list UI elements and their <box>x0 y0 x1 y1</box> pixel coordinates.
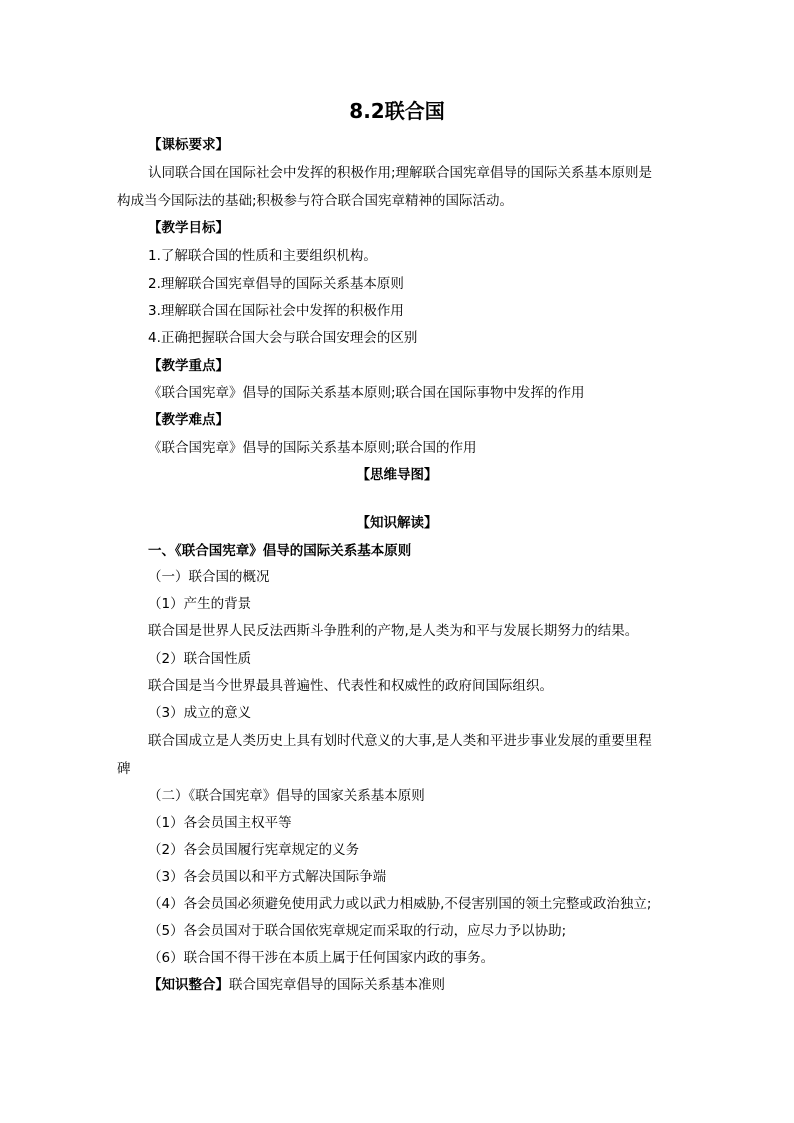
principle-item: （4）各会员国必须避免使用武力或以武力相威胁,不侵害别国的领土完整或政治独立; <box>148 896 652 912</box>
difficult-text: 《联合国宪章》倡导的国际关系基本原则;联合国的作用 <box>148 440 477 456</box>
sub1-1-heading: （1）产生的背景 <box>148 596 252 612</box>
integration-text: 联合国宪章倡导的国际关系基本准则 <box>229 977 445 993</box>
sub1-2-text: 联合国是当今世界最具普遍性、代表性和权威性的政府间国际组织。 <box>148 678 553 694</box>
goals-heading: 【教学目标】 <box>148 220 229 236</box>
principle-item: （2）各会员国履行宪章规定的义务 <box>148 842 360 858</box>
knowledge-heading: 【知识解读】 <box>356 515 438 531</box>
key-text: 《联合国宪章》倡导的国际关系基本原则;联合国在国际事物中发挥的作用 <box>148 385 585 401</box>
key-heading: 【教学重点】 <box>148 358 229 374</box>
goal-item: 3.理解联合国在国际社会中发挥的积极作用 <box>148 303 404 319</box>
integration-line <box>148 975 445 995</box>
principle-item: （6）联合国不得干涉在本质上属于任何国家内政的事务。 <box>148 950 495 966</box>
goal-item: 4.正确把握联合国大会与联合国安理会的区别 <box>148 330 418 346</box>
sub1-heading: （一）联合国的概况 <box>148 569 270 585</box>
page-title: 8.2联合国 <box>349 99 445 123</box>
principle-item: （1）各会员国主权平等 <box>148 815 292 831</box>
sub1-3-heading: （3）成立的意义 <box>148 705 252 721</box>
sub1-2-heading: （2）联合国性质 <box>148 651 252 667</box>
sub1-3-text-line2: 碑 <box>117 761 131 777</box>
sub1-1-text: 联合国是世界人民反法西斯斗争胜利的产物,是人类为和平与发展长期努力的结果。 <box>148 623 639 639</box>
sub1-3-text-line1: 联合国成立是人类历史上具有划时代意义的大事,是人类和平进步事业发展的重要里程 <box>148 733 652 749</box>
curriculum-text-line1: 认同联合国在国际社会中发挥的积极作用;理解联合国宪章倡导的国际关系基本原则是 <box>148 165 653 181</box>
goal-item: 2.理解联合国宪章倡导的国际关系基本原则 <box>148 276 404 292</box>
curriculum-heading: 【课标要求】 <box>148 137 229 153</box>
integration-label: 【知识整合】 <box>148 977 229 993</box>
mindmap-heading: 【思维导图】 <box>356 467 438 483</box>
goal-item: 1.了解联合国的性质和主要组织机构。 <box>148 248 377 264</box>
principle-item: （5）各会员国对于联合国依宪章规定而采取的行动，应尽力予以协助; <box>148 923 567 939</box>
principle-item: （3）各会员国以和平方式解决国际争端 <box>148 869 387 885</box>
part1-heading: 一、《联合国宪章》倡导的国际关系基本原则 <box>148 543 412 559</box>
difficult-heading: 【教学难点】 <box>148 412 229 428</box>
sub2-heading: （二）《联合国宪章》倡导的国家关系基本原则 <box>148 788 425 804</box>
curriculum-text-line2: 构成当今国际法的基础;积极参与符合联合国宪章精神的国际活动。 <box>117 193 514 209</box>
